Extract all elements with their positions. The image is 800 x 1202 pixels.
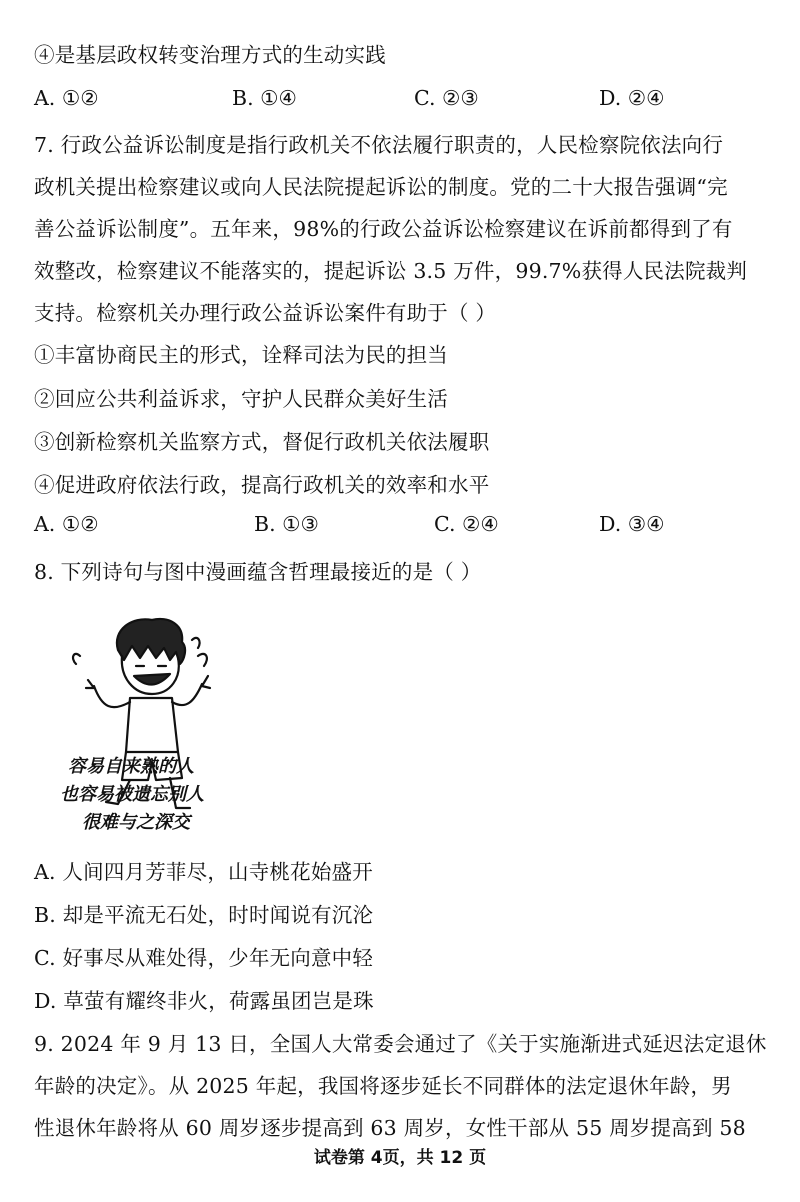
q6-option-a: A. ①② xyxy=(34,86,99,110)
q7-option-b: B. ①③ xyxy=(254,512,319,536)
q6-option-b: B. ①④ xyxy=(232,86,297,110)
q9-stem-line-2: 年龄的决定》。从 2025 年起，我国将逐步延长不同群体的法定退休年龄，男 xyxy=(34,1074,732,1098)
q7-item-1: ①丰富协商民主的形式，诠释司法为民的担当 xyxy=(34,343,448,367)
cartoon-caption-line-2: 也容易被遗忘别人 xyxy=(60,784,204,805)
cartoon-illustration xyxy=(60,612,260,842)
q7-stem-line-4: 效整改，检察建议不能落实的，提起诉讼 3.5 万件，99.7%获得人民法院裁判 xyxy=(34,259,748,283)
q7-option-c: C. ②④ xyxy=(434,512,499,536)
q6-item-4: ④是基层政权转变治理方式的生动实践 xyxy=(34,43,386,67)
q7-option-a: A. ①② xyxy=(34,512,99,536)
q7-stem-line-3: 善公益诉讼制度”。五年来，98%的行政公益诉讼检察建议在诉前都得到了有 xyxy=(34,217,733,241)
cartoon-caption-line-1: 容易自来熟的人 xyxy=(68,756,194,777)
q8-option-a: A. 人间四月芳菲尽，山寺桃花始盛开 xyxy=(34,860,373,884)
page-footer: 试卷第 4页，共 12 页 xyxy=(313,1148,487,1168)
q9-stem-line-1: 9. 2024 年 9 月 13 日，全国人大常委会通过了《关于实施渐进式延迟法定退休 xyxy=(34,1032,767,1056)
q7-options xyxy=(34,512,754,540)
q8-option-b: B. 却是平流无石处，时时闻说有沉沦 xyxy=(34,903,374,927)
q6-option-c: C. ②③ xyxy=(414,86,479,110)
q9-stem-line-3: 性退休年龄将从 60 周岁逐步提高到 63 周岁，女性干部从 55 周岁提高到 58 xyxy=(34,1116,746,1140)
q6-option-d: D. ②④ xyxy=(599,86,665,110)
q7-item-4: ④促进政府依法行政，提高行政机关的效率和水平 xyxy=(34,473,490,497)
q8-option-d: D. 草萤有耀终非火，荷露虽团岂是珠 xyxy=(34,989,374,1013)
q7-item-3: ③创新检察机关监察方式，督促行政机关依法履职 xyxy=(34,430,490,454)
q7-option-d: D. ③④ xyxy=(599,512,665,536)
cartoon-caption-line-3: 很难与之深交 xyxy=(82,812,190,833)
q7-stem-line-1: 7. 行政公益诉讼制度是指行政机关不依法履行职责的，人民检察院依法向行 xyxy=(34,133,724,157)
q7-item-2: ②回应公共利益诉求，守护人民群众美好生活 xyxy=(34,387,448,411)
q8-option-c: C. 好事尽从难处得，少年无向意中轻 xyxy=(34,946,374,970)
q7-stem-line-2: 政机关提出检察建议或向人民法院提起诉讼的制度。党的二十大报告强调“完 xyxy=(34,175,728,199)
cartoon-figure xyxy=(60,612,260,842)
q7-stem-line-5: 支持。检察机关办理行政公益诉讼案件有助于（ ） xyxy=(34,301,497,325)
q6-options xyxy=(34,86,754,114)
q8-stem: 8. 下列诗句与图中漫画蕴含哲理最接近的是（ ） xyxy=(34,560,482,584)
